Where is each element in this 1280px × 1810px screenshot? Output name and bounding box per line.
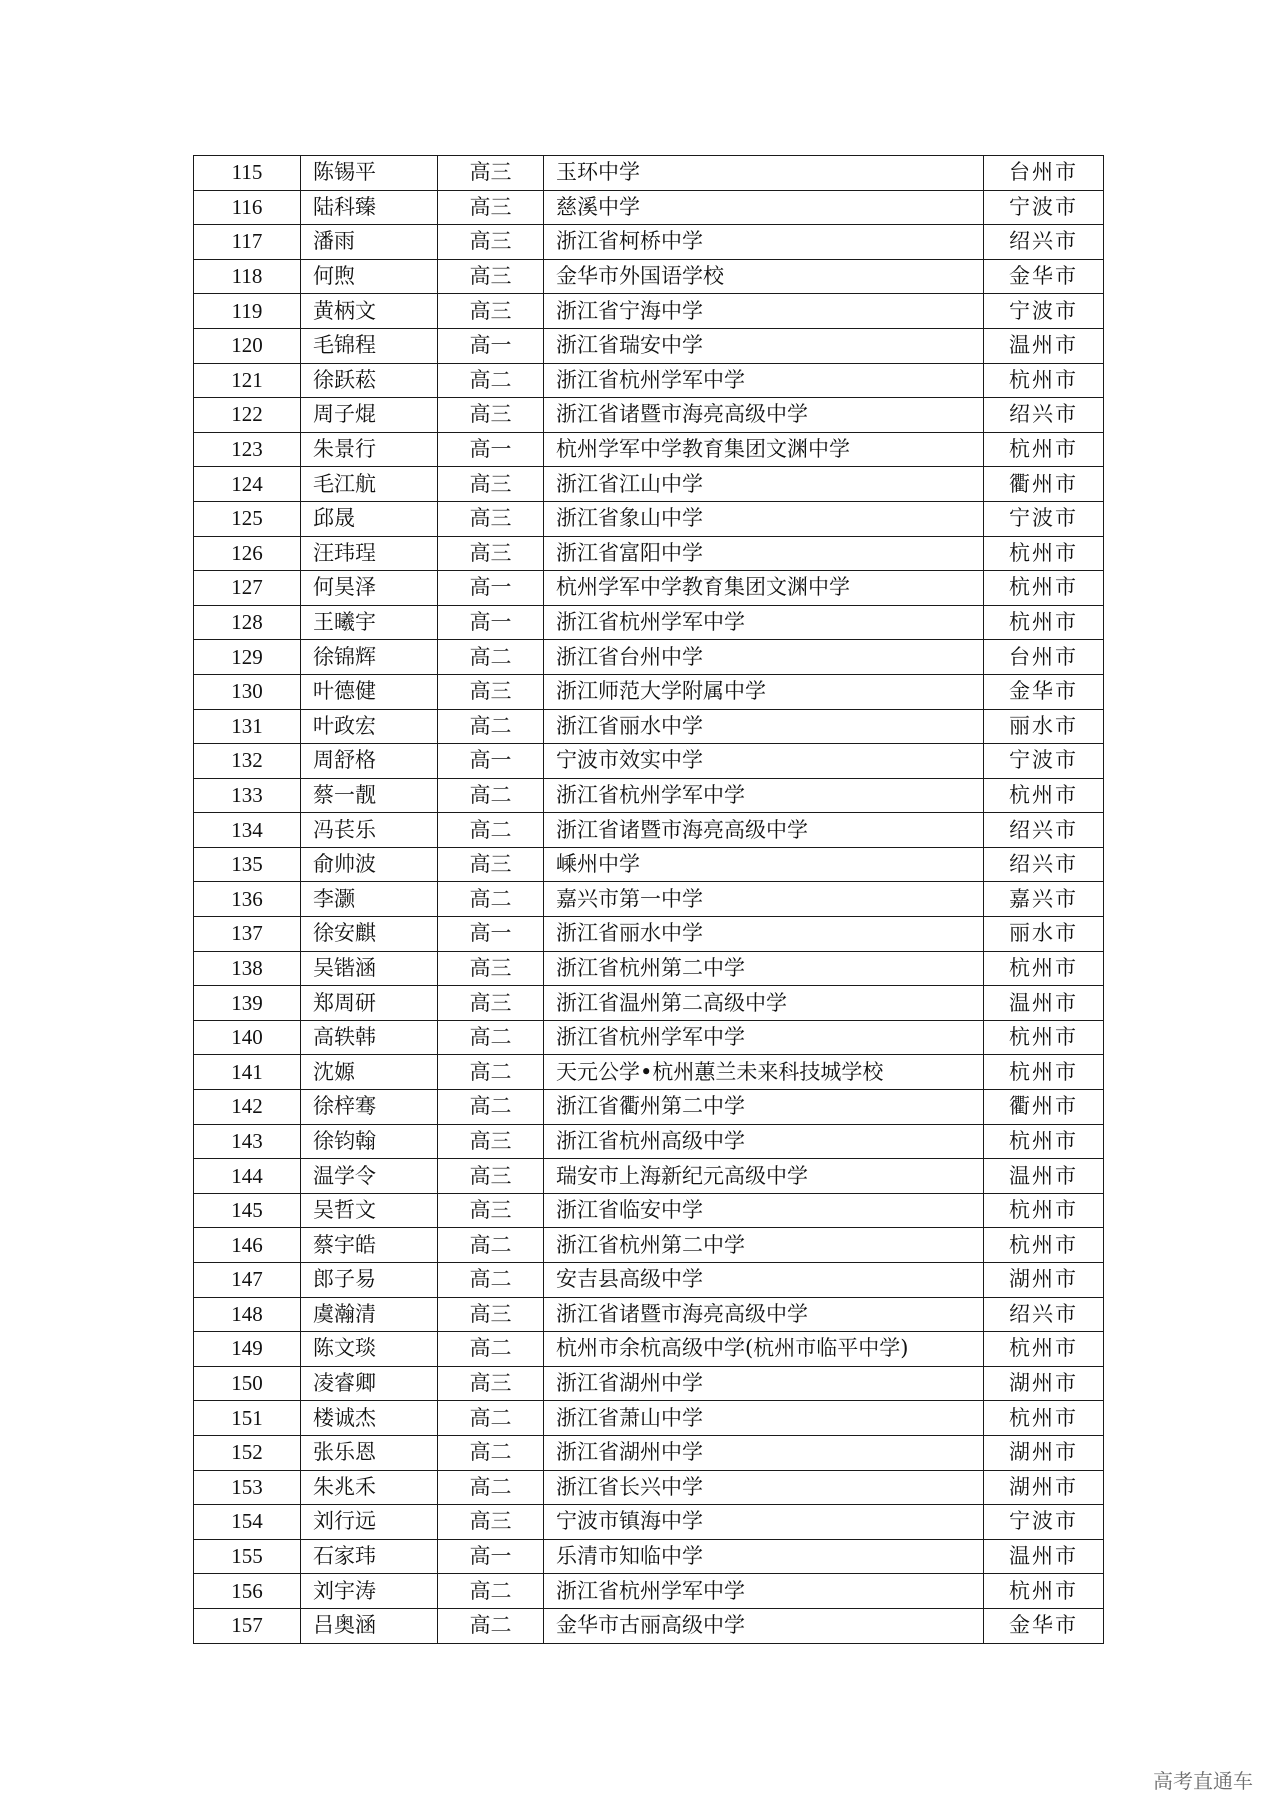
city-cell: 杭州市 xyxy=(984,1055,1104,1090)
table-row xyxy=(194,1401,1104,1436)
city-cell: 杭州市 xyxy=(984,536,1104,571)
school-name-cell: 金华市外国语学校 xyxy=(544,259,984,294)
city-cell: 杭州市 xyxy=(984,1401,1104,1436)
table-row xyxy=(194,744,1104,779)
student-name-cell: 周子焜 xyxy=(301,398,438,433)
table-body xyxy=(194,156,1104,1644)
student-name-cell: 蔡一靓 xyxy=(301,778,438,813)
row-number-cell: 127 xyxy=(194,571,301,606)
row-number-cell: 136 xyxy=(194,882,301,917)
table-row xyxy=(194,1228,1104,1263)
row-number-cell: 120 xyxy=(194,328,301,363)
school-name-cell: 浙江省杭州学军中学 xyxy=(544,363,984,398)
student-name-cell: 凌睿卿 xyxy=(301,1366,438,1401)
grade-cell: 高三 xyxy=(438,501,544,536)
table-row xyxy=(194,156,1104,191)
school-name-cell: 浙江省象山中学 xyxy=(544,501,984,536)
school-name-cell: 浙江省瑞安中学 xyxy=(544,328,984,363)
student-name-cell: 徐跃菘 xyxy=(301,363,438,398)
table-row xyxy=(194,605,1104,640)
school-name-cell: 安吉县高级中学 xyxy=(544,1263,984,1298)
grade-cell: 高一 xyxy=(438,917,544,952)
city-cell: 湖州市 xyxy=(984,1470,1104,1505)
student-name-cell: 周舒格 xyxy=(301,744,438,779)
school-name-cell: 嵊州中学 xyxy=(544,847,984,882)
student-name-cell: 陈文琰 xyxy=(301,1332,438,1367)
grade-cell: 高三 xyxy=(438,259,544,294)
table-row xyxy=(194,1020,1104,1055)
grade-cell: 高三 xyxy=(438,1159,544,1194)
city-cell: 温州市 xyxy=(984,1539,1104,1574)
city-cell: 温州市 xyxy=(984,986,1104,1021)
row-number-cell: 149 xyxy=(194,1332,301,1367)
student-name-cell: 高轶韩 xyxy=(301,1020,438,1055)
grade-cell: 高二 xyxy=(438,363,544,398)
table-row xyxy=(194,882,1104,917)
student-name-cell: 王曦宇 xyxy=(301,605,438,640)
city-cell: 杭州市 xyxy=(984,1124,1104,1159)
school-name-cell: 慈溪中学 xyxy=(544,190,984,225)
student-name-cell: 郎子易 xyxy=(301,1263,438,1298)
table-row xyxy=(194,467,1104,502)
city-cell: 杭州市 xyxy=(984,605,1104,640)
grade-cell: 高二 xyxy=(438,1608,544,1643)
grade-cell: 高三 xyxy=(438,156,544,191)
school-name-cell: 宁波市效实中学 xyxy=(544,744,984,779)
student-name-cell: 陆科臻 xyxy=(301,190,438,225)
city-cell: 宁波市 xyxy=(984,294,1104,329)
city-cell: 杭州市 xyxy=(984,1574,1104,1609)
grade-cell: 高二 xyxy=(438,1435,544,1470)
row-number-cell: 121 xyxy=(194,363,301,398)
student-name-cell: 冯苌乐 xyxy=(301,813,438,848)
student-name-cell: 邱晟 xyxy=(301,501,438,536)
row-number-cell: 115 xyxy=(194,156,301,191)
grade-cell: 高三 xyxy=(438,467,544,502)
school-name-cell: 浙江省富阳中学 xyxy=(544,536,984,571)
student-name-cell: 刘宇涛 xyxy=(301,1574,438,1609)
row-number-cell: 117 xyxy=(194,225,301,260)
grade-cell: 高一 xyxy=(438,1539,544,1574)
row-number-cell: 140 xyxy=(194,1020,301,1055)
city-cell: 杭州市 xyxy=(984,571,1104,606)
row-number-cell: 141 xyxy=(194,1055,301,1090)
city-cell: 绍兴市 xyxy=(984,847,1104,882)
grade-cell: 高三 xyxy=(438,190,544,225)
city-cell: 丽水市 xyxy=(984,709,1104,744)
table-row xyxy=(194,1332,1104,1367)
student-name-cell: 郑周研 xyxy=(301,986,438,1021)
student-name-cell: 温学令 xyxy=(301,1159,438,1194)
table-row xyxy=(194,1505,1104,1540)
table-row xyxy=(194,1159,1104,1194)
grade-cell: 高一 xyxy=(438,328,544,363)
student-name-cell: 蔡宇皓 xyxy=(301,1228,438,1263)
city-cell: 杭州市 xyxy=(984,1228,1104,1263)
city-cell: 杭州市 xyxy=(984,363,1104,398)
row-number-cell: 123 xyxy=(194,432,301,467)
student-name-cell: 石家玮 xyxy=(301,1539,438,1574)
grade-cell: 高三 xyxy=(438,398,544,433)
city-cell: 绍兴市 xyxy=(984,813,1104,848)
student-name-cell: 虞瀚清 xyxy=(301,1297,438,1332)
row-number-cell: 152 xyxy=(194,1435,301,1470)
table-row xyxy=(194,1608,1104,1643)
student-name-cell: 朱兆禾 xyxy=(301,1470,438,1505)
school-name-cell: 浙江省湖州中学 xyxy=(544,1435,984,1470)
school-name-cell: 浙江师范大学附属中学 xyxy=(544,674,984,709)
student-name-cell: 吕奥涵 xyxy=(301,1608,438,1643)
grade-cell: 高二 xyxy=(438,1055,544,1090)
row-number-cell: 124 xyxy=(194,467,301,502)
row-number-cell: 138 xyxy=(194,951,301,986)
grade-cell: 高三 xyxy=(438,294,544,329)
row-number-cell: 126 xyxy=(194,536,301,571)
grade-cell: 高二 xyxy=(438,1263,544,1298)
row-number-cell: 144 xyxy=(194,1159,301,1194)
table-row xyxy=(194,1297,1104,1332)
table-row xyxy=(194,1539,1104,1574)
city-cell: 湖州市 xyxy=(984,1366,1104,1401)
student-name-cell: 何煦 xyxy=(301,259,438,294)
grade-cell: 高一 xyxy=(438,605,544,640)
student-name-cell: 毛江航 xyxy=(301,467,438,502)
city-cell: 湖州市 xyxy=(984,1263,1104,1298)
grade-cell: 高二 xyxy=(438,1470,544,1505)
grade-cell: 高二 xyxy=(438,1574,544,1609)
school-name-cell: 浙江省杭州学军中学 xyxy=(544,1020,984,1055)
student-name-cell: 刘行远 xyxy=(301,1505,438,1540)
table-row xyxy=(194,813,1104,848)
school-name-cell: 浙江省温州第二高级中学 xyxy=(544,986,984,1021)
grade-cell: 高二 xyxy=(438,1228,544,1263)
grade-cell: 高三 xyxy=(438,1297,544,1332)
row-number-cell: 135 xyxy=(194,847,301,882)
table-row xyxy=(194,847,1104,882)
row-number-cell: 147 xyxy=(194,1263,301,1298)
row-number-cell: 133 xyxy=(194,778,301,813)
school-name-cell: 浙江省丽水中学 xyxy=(544,709,984,744)
student-name-cell: 徐锦辉 xyxy=(301,640,438,675)
student-name-cell: 黄柄文 xyxy=(301,294,438,329)
school-name-cell: 浙江省诸暨市海亮高级中学 xyxy=(544,813,984,848)
city-cell: 杭州市 xyxy=(984,1020,1104,1055)
table-row xyxy=(194,1435,1104,1470)
row-number-cell: 151 xyxy=(194,1401,301,1436)
grade-cell: 高三 xyxy=(438,847,544,882)
table-row xyxy=(194,674,1104,709)
grade-cell: 高二 xyxy=(438,1020,544,1055)
city-cell: 绍兴市 xyxy=(984,1297,1104,1332)
student-name-cell: 何昊泽 xyxy=(301,571,438,606)
table-row xyxy=(194,294,1104,329)
table-row xyxy=(194,571,1104,606)
school-name-cell: 浙江省宁海中学 xyxy=(544,294,984,329)
row-number-cell: 146 xyxy=(194,1228,301,1263)
school-name-cell: 浙江省诸暨市海亮高级中学 xyxy=(544,398,984,433)
grade-cell: 高三 xyxy=(438,536,544,571)
table-row xyxy=(194,986,1104,1021)
city-cell: 衢州市 xyxy=(984,467,1104,502)
row-number-cell: 153 xyxy=(194,1470,301,1505)
student-name-cell: 吴锴涵 xyxy=(301,951,438,986)
school-name-cell: 金华市古丽高级中学 xyxy=(544,1608,984,1643)
student-name-cell: 徐安麒 xyxy=(301,917,438,952)
student-name-cell: 朱景行 xyxy=(301,432,438,467)
city-cell: 宁波市 xyxy=(984,1505,1104,1540)
table-row xyxy=(194,259,1104,294)
student-name-cell: 叶德健 xyxy=(301,674,438,709)
school-name-cell: 浙江省杭州第二中学 xyxy=(544,1228,984,1263)
table-row xyxy=(194,363,1104,398)
city-cell: 杭州市 xyxy=(984,1332,1104,1367)
table-row xyxy=(194,1124,1104,1159)
city-cell: 宁波市 xyxy=(984,190,1104,225)
city-cell: 宁波市 xyxy=(984,744,1104,779)
city-cell: 衢州市 xyxy=(984,1090,1104,1125)
table-row xyxy=(194,1574,1104,1609)
school-name-cell: 浙江省柯桥中学 xyxy=(544,225,984,260)
city-cell: 杭州市 xyxy=(984,951,1104,986)
row-number-cell: 154 xyxy=(194,1505,301,1540)
table-row xyxy=(194,225,1104,260)
grade-cell: 高三 xyxy=(438,986,544,1021)
city-cell: 杭州市 xyxy=(984,778,1104,813)
table-row xyxy=(194,501,1104,536)
city-cell: 温州市 xyxy=(984,328,1104,363)
city-cell: 绍兴市 xyxy=(984,398,1104,433)
school-name-cell: 浙江省萧山中学 xyxy=(544,1401,984,1436)
grade-cell: 高二 xyxy=(438,813,544,848)
city-cell: 台州市 xyxy=(984,640,1104,675)
school-name-cell: 浙江省杭州学军中学 xyxy=(544,605,984,640)
table-row xyxy=(194,709,1104,744)
school-name-cell: 浙江省诸暨市海亮高级中学 xyxy=(544,1297,984,1332)
student-name-cell: 徐钧翰 xyxy=(301,1124,438,1159)
table-row xyxy=(194,1263,1104,1298)
grade-cell: 高三 xyxy=(438,1366,544,1401)
row-number-cell: 134 xyxy=(194,813,301,848)
grade-cell: 高三 xyxy=(438,225,544,260)
school-name-cell: 杭州学军中学教育集团文渊中学 xyxy=(544,571,984,606)
row-number-cell: 128 xyxy=(194,605,301,640)
table-row xyxy=(194,1470,1104,1505)
school-name-cell: 浙江省湖州中学 xyxy=(544,1366,984,1401)
student-name-cell: 李灏 xyxy=(301,882,438,917)
grade-cell: 高一 xyxy=(438,432,544,467)
grade-cell: 高二 xyxy=(438,778,544,813)
school-name-cell: 宁波市镇海中学 xyxy=(544,1505,984,1540)
city-cell: 金华市 xyxy=(984,259,1104,294)
school-name-cell: 浙江省临安中学 xyxy=(544,1193,984,1228)
city-cell: 杭州市 xyxy=(984,432,1104,467)
student-name-cell: 吴哲文 xyxy=(301,1193,438,1228)
row-number-cell: 139 xyxy=(194,986,301,1021)
city-cell: 温州市 xyxy=(984,1159,1104,1194)
row-number-cell: 156 xyxy=(194,1574,301,1609)
table-row xyxy=(194,536,1104,571)
grade-cell: 高一 xyxy=(438,744,544,779)
row-number-cell: 137 xyxy=(194,917,301,952)
row-number-cell: 155 xyxy=(194,1539,301,1574)
student-list-table xyxy=(193,155,1104,1644)
city-cell: 杭州市 xyxy=(984,1193,1104,1228)
school-name-cell: 杭州市余杭高级中学(杭州市临平中学) xyxy=(544,1332,984,1367)
row-number-cell: 142 xyxy=(194,1090,301,1125)
row-number-cell: 129 xyxy=(194,640,301,675)
school-name-cell: 浙江省杭州高级中学 xyxy=(544,1124,984,1159)
city-cell: 湖州市 xyxy=(984,1435,1104,1470)
row-number-cell: 122 xyxy=(194,398,301,433)
school-name-cell: 浙江省丽水中学 xyxy=(544,917,984,952)
table-row xyxy=(194,398,1104,433)
school-name-cell: 浙江省衢州第二中学 xyxy=(544,1090,984,1125)
school-name-cell: 浙江省杭州学军中学 xyxy=(544,778,984,813)
student-name-cell: 汪玮珵 xyxy=(301,536,438,571)
row-number-cell: 116 xyxy=(194,190,301,225)
row-number-cell: 119 xyxy=(194,294,301,329)
grade-cell: 高三 xyxy=(438,1193,544,1228)
city-cell: 宁波市 xyxy=(984,501,1104,536)
city-cell: 嘉兴市 xyxy=(984,882,1104,917)
school-name-cell: 玉环中学 xyxy=(544,156,984,191)
city-cell: 丽水市 xyxy=(984,917,1104,952)
city-cell: 金华市 xyxy=(984,1608,1104,1643)
row-number-cell: 118 xyxy=(194,259,301,294)
table-row xyxy=(194,1090,1104,1125)
student-name-cell: 徐梓骞 xyxy=(301,1090,438,1125)
student-name-cell: 楼诚杰 xyxy=(301,1401,438,1436)
grade-cell: 高三 xyxy=(438,1505,544,1540)
table-row xyxy=(194,917,1104,952)
grade-cell: 高三 xyxy=(438,951,544,986)
student-name-cell: 叶政宏 xyxy=(301,709,438,744)
grade-cell: 高三 xyxy=(438,1124,544,1159)
row-number-cell: 148 xyxy=(194,1297,301,1332)
row-number-cell: 143 xyxy=(194,1124,301,1159)
grade-cell: 高二 xyxy=(438,1332,544,1367)
school-name-cell: 嘉兴市第一中学 xyxy=(544,882,984,917)
grade-cell: 高二 xyxy=(438,709,544,744)
grade-cell: 高一 xyxy=(438,571,544,606)
school-name-cell: 天元公学•杭州蕙兰未来科技城学校 xyxy=(544,1055,984,1090)
city-cell: 金华市 xyxy=(984,674,1104,709)
student-name-cell: 潘雨 xyxy=(301,225,438,260)
watermark: 高考直通车 xyxy=(1153,1769,1253,1793)
grade-cell: 高二 xyxy=(438,1401,544,1436)
grade-cell: 高三 xyxy=(438,674,544,709)
student-name-cell: 张乐恩 xyxy=(301,1435,438,1470)
table-row xyxy=(194,328,1104,363)
row-number-cell: 157 xyxy=(194,1608,301,1643)
school-name-cell: 乐清市知临中学 xyxy=(544,1539,984,1574)
school-name-cell: 杭州学军中学教育集团文渊中学 xyxy=(544,432,984,467)
school-name-cell: 浙江省长兴中学 xyxy=(544,1470,984,1505)
school-name-cell: 浙江省台州中学 xyxy=(544,640,984,675)
row-number-cell: 130 xyxy=(194,674,301,709)
table-row xyxy=(194,778,1104,813)
table-row xyxy=(194,1193,1104,1228)
table-row xyxy=(194,640,1104,675)
row-number-cell: 150 xyxy=(194,1366,301,1401)
row-number-cell: 131 xyxy=(194,709,301,744)
city-cell: 台州市 xyxy=(984,156,1104,191)
student-name-cell: 沈嫄 xyxy=(301,1055,438,1090)
table-row xyxy=(194,1366,1104,1401)
grade-cell: 高二 xyxy=(438,640,544,675)
school-name-cell: 瑞安市上海新纪元高级中学 xyxy=(544,1159,984,1194)
city-cell: 绍兴市 xyxy=(984,225,1104,260)
student-name-cell: 俞帅波 xyxy=(301,847,438,882)
student-name-cell: 毛锦程 xyxy=(301,328,438,363)
grade-cell: 高二 xyxy=(438,882,544,917)
grade-cell: 高二 xyxy=(438,1090,544,1125)
school-name-cell: 浙江省杭州第二中学 xyxy=(544,951,984,986)
row-number-cell: 145 xyxy=(194,1193,301,1228)
school-name-cell: 浙江省杭州学军中学 xyxy=(544,1574,984,1609)
table-row xyxy=(194,432,1104,467)
school-name-cell: 浙江省江山中学 xyxy=(544,467,984,502)
table-row xyxy=(194,190,1104,225)
row-number-cell: 132 xyxy=(194,744,301,779)
table-row xyxy=(194,951,1104,986)
table-row xyxy=(194,1055,1104,1090)
row-number-cell: 125 xyxy=(194,501,301,536)
student-name-cell: 陈锡平 xyxy=(301,156,438,191)
